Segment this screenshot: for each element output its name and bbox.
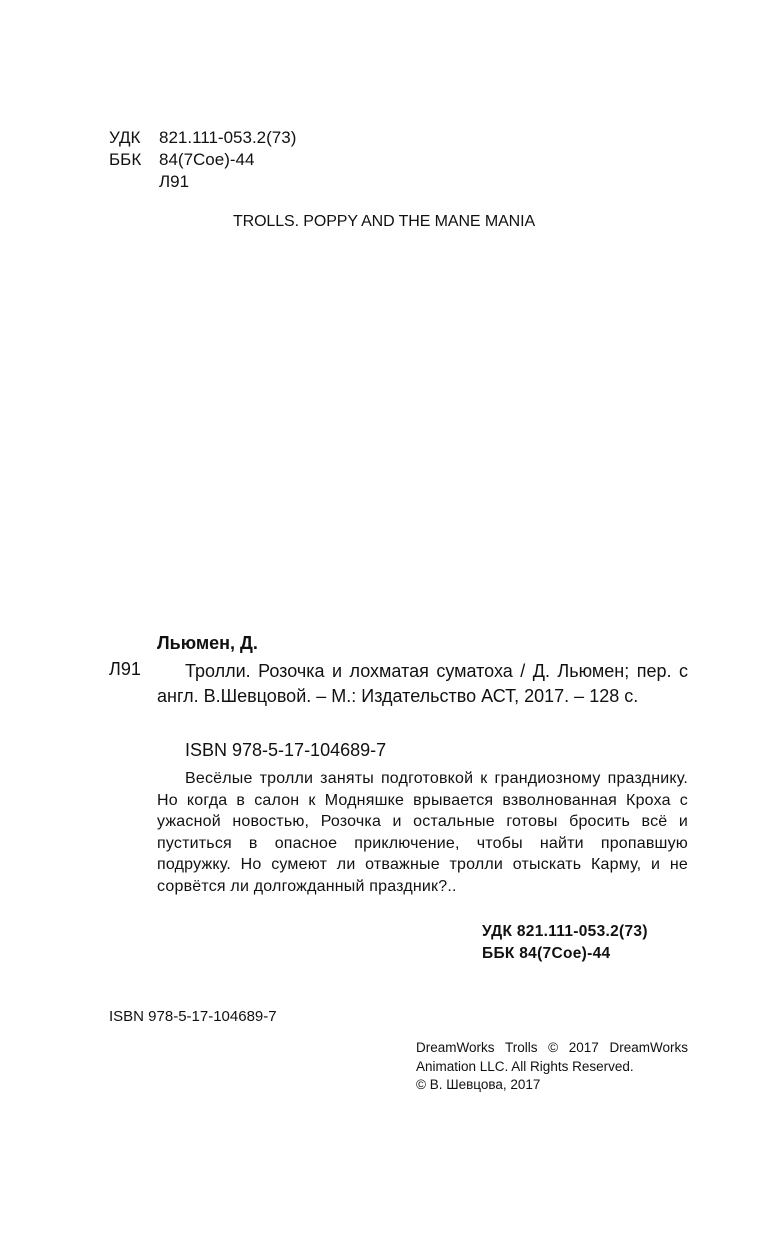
copyright-line-1: DreamWorks Trolls © 2017 DreamWorks [416,1040,688,1055]
bbk-label: ББК [109,150,142,169]
udk-row [109,127,296,149]
record-author: Льюмен, Д. [157,633,258,653]
cutter-code: Л91 [159,172,190,191]
record-cutter: Л91 [109,659,141,679]
copyright-block [416,1039,688,1095]
cutter-row [109,171,189,193]
bbk-value: 84(7Сое)-44 [159,150,255,169]
record-description: Тролли. Розочка и лохматая суматоха / Д. Льюмен; пер. с англ. В.Шевцовой. – М.: Издательство АСТ, 2017. – 128 с. [157,661,688,706]
isbn-bottom: ISBN 978-5-17-104689-7 [109,1008,277,1025]
copyright-line-3: © В. Шевцова, 2017 [416,1077,541,1092]
copyright-line-2: Animation LLC. All Rights Reserved. [416,1058,634,1074]
record-annotation: Весёлые тролли заняты подготовкой к грандиозному празднику. Но когда в салон к Модняшке врывается взволнованная Кроха с ужасной новостью, Розочка и остальные готовы бросить всё и пуститься в опасное приключение, чтобы найти пропавшую подружку. Но сумеют ли отважные тролли отыскать Карму, и не сорвётся ли долгожданный праздник?.. [157,770,688,895]
udk-value: 821.111-053.2(73) [159,128,297,147]
record-bbk: ББК 84(7Сое)-44 [482,945,611,962]
bbk-row [109,149,254,171]
record-udk: УДК 821.111-053.2(73) [482,923,648,940]
record-isbn: ISBN 978-5-17-104689-7 [185,740,387,760]
udk-label: УДК [109,128,141,147]
original-title: TROLLS. POPPY AND THE MANE MANIA [232,213,536,230]
